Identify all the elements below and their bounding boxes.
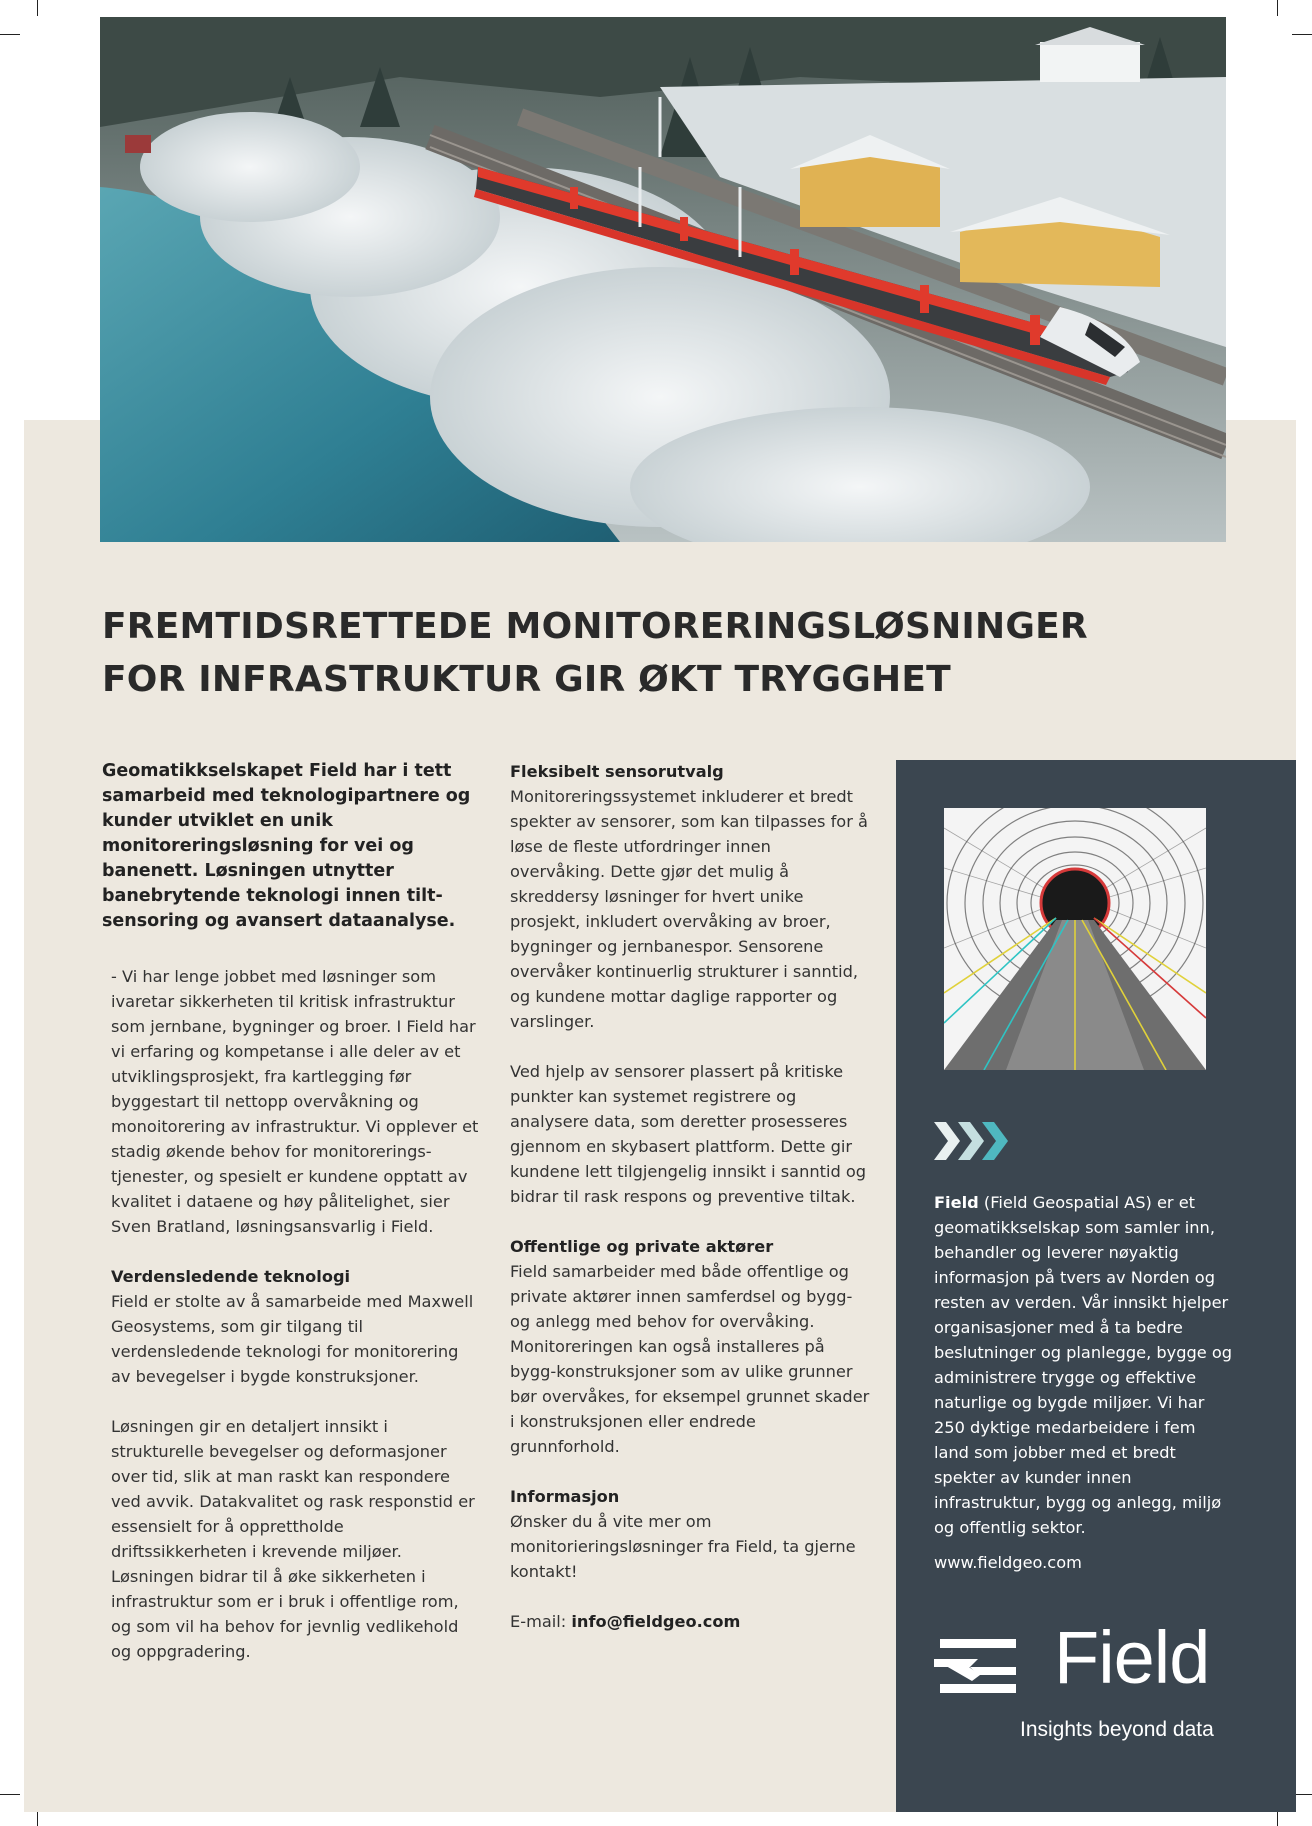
triple-chevron-icon	[932, 1118, 1012, 1164]
title-line-1: FREMTIDSRETTEDE MONITORERINGSLØSNINGER	[102, 606, 1088, 647]
logo-tagline: Insights beyond data	[1020, 1718, 1214, 1741]
hero-photo-train	[100, 17, 1226, 542]
section-text-losningen: Løsningen gir en detaljert innsikt i strukturelle bevegelser og deformasjoner over tid, slik at man raskt kan respondere ved avvik. Datakvalitet og rask responstid er essensielt for å opprettholde driftssikkerheten i krevende miljøer. Løsningen bidrar til å øke sikkerheten i infrastruktur som er i bruk i offentlige rom, og som vil ha behov for jevnlig vedlikehold og oppgradering.	[111, 1417, 475, 1661]
crop-mark-bottom-right-v	[1277, 1810, 1278, 1826]
quote-paragraph: - Vi har lenge jobbet med løsninger som ivaretar sikkerheten til kritisk infrastruktur som jernbane, bygninger og broer. I Field har vi erfaring og kompetanse i alle deler av et utviklingsprosjekt, fra kartlegging før byggestart til nettopp overvåkning og monoitorering av infrastruktur. Vi opplever et stadig økende behov for monitorerings-tjenester, og spesielt er kundene opptatt av kvalitet i dataene og høy pålitelighet, sier Sven Bratland, løsningsansvarlig i Field.	[111, 967, 479, 1236]
article-column-2	[510, 759, 870, 1634]
field-logo-mark-icon	[932, 1637, 1016, 1695]
email-label: E-mail:	[510, 1612, 567, 1631]
crop-mark-top-left-v	[37, 0, 38, 16]
article-column-1	[102, 759, 482, 1664]
company-sidebar	[896, 760, 1296, 1812]
crop-mark-top-right-v	[1277, 0, 1278, 16]
lead-paragraph: Geomatikkselskapet Field har i tett samarbeid med teknologipartnere og kunder utviklet en unik monitoreringsløsning for vei og banenett. Løsningen utnytter banebrytende teknologi innen tilt-sensoring og avansert dataanalyse.	[102, 761, 471, 931]
section-text-sensorutvalg: Monitoreringssystemet inkluderer et bredt spekter av sensorer, som kan tilpasses for å løse de fleste utfordringer innen overvåking. Dette gjør det mulig å skreddersy løsninger for hvert unike prosjekt, inkludert overvåking av broer, bygninger og jernbanespor. Sensorene overvåker kontinuerlig strukturer i sanntid, og kundene mottar daglige rapporter og varslinger.	[510, 787, 868, 1031]
crop-mark-top-right	[1292, 34, 1312, 35]
page-title	[102, 600, 1202, 706]
tunnel-pointcloud-image	[944, 808, 1206, 1070]
section-heading-aktorer: Offentlige og private aktører	[510, 1237, 774, 1256]
company-description	[934, 1190, 1234, 1540]
crop-mark-bottom-left-v	[37, 1810, 38, 1826]
company-description-text: (Field Geospatial AS) er et geomatikkselskap som samler inn, behandler og leverer nøyaktig informasjon på tvers av Norden og resten av verden. Vår innsikt hjelper organisasjoner med å ta bedre beslutninger og planlegge, bygge og administrere trygge og effektive naturlige og bygde miljøer. Vi har 250 dyktige medarbeidere i fem land som jobber med et bredt spekter av kunder innen infrastruktur, bygg og anlegg, miljø og offentlig sektor.	[934, 1193, 1233, 1537]
section-heading-informasjon: Informasjon	[510, 1487, 620, 1506]
section-heading-sensorutvalg: Fleksibelt sensorutvalg	[510, 762, 724, 781]
section-text-sensorer: Ved hjelp av sensorer plassert på kritiske punkter kan systemet registrere og analysere data, som deretter prosesseres gjennom en skybasert plattform. Dette gir kundene lett tilgjengelig innsikt i sanntid og bidrar til rask respons og preventive tiltak.	[510, 1062, 867, 1206]
email-link[interactable]: info@fieldgeo.com	[571, 1612, 741, 1631]
section-text-informasjon: Ønsker du å vite mer om monitorieringsløsninger fra Field, ta gjerne kontakt!	[510, 1512, 856, 1581]
company-name: Field	[934, 1193, 979, 1212]
section-text-aktorer: Field samarbeider med både offentlige og private aktører innen samferdsel og bygg- og anlegg med behov for overvåking. Monitoreringen kan også installeres på bygg-konstruksjoner som av ulike grunner bør overvåkes, for eksempel grunnet skader i konstruksjonen eller endrede grunnforhold.	[510, 1262, 870, 1456]
section-heading-verdensledende: Verdensledende teknologi	[111, 1267, 351, 1286]
crop-mark-top-left	[0, 34, 20, 35]
title-line-2: FOR INFRASTRUKTUR GIR ØKT TRYGGHET	[102, 659, 951, 700]
email-line	[510, 1609, 870, 1634]
website-link[interactable]: www.fieldgeo.com	[934, 1553, 1082, 1572]
crop-mark-bottom-left	[0, 1794, 20, 1795]
section-text-verdensledende: Field er stolte av å samarbeide med Maxwell Geosystems, som gir tilgang til verdensledende teknologi for monitorering av bevegelser i bygde konstruksjoner.	[111, 1292, 474, 1386]
field-logo-wordmark: Field	[1054, 1616, 1210, 1699]
